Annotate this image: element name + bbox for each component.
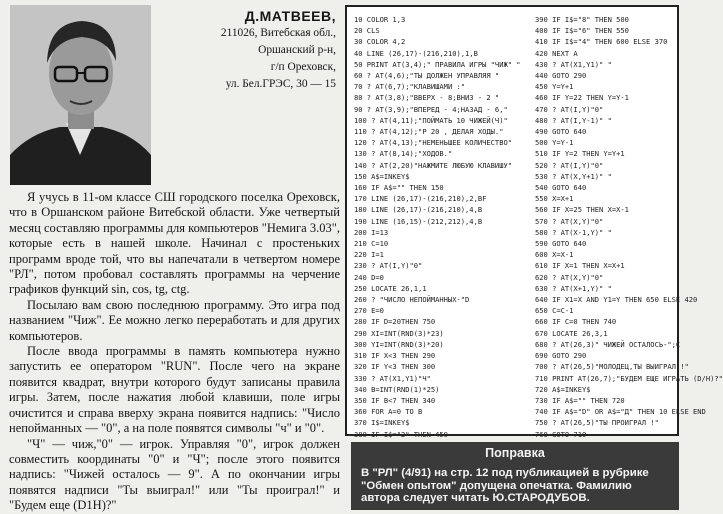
code-line: 220 I=1 — [354, 250, 384, 260]
author-info — [160, 8, 336, 93]
code-line: 430 ? AT(X1,Y1)" " — [535, 59, 612, 69]
code-line: 500 Y=Y-1 — [535, 138, 574, 148]
code-line: 370 I$=INKEY$ — [354, 418, 410, 428]
code-line: 260 ? "ЧИСЛО НЕПОЙМАННЫХ-"D — [354, 295, 470, 305]
code-line: 80 ? AT(3,8);"ВВЕРХ - 8;ВНИЗ - 2 " — [354, 93, 500, 103]
code-line: 670 LOCATE 26,3,1 — [535, 328, 608, 338]
code-line: 270 E=0 — [354, 306, 384, 316]
code-line: 710 PRINT AT(26,7);"БУДЕМ ЕЩЕ ИГРАТЬ (D/H)?" — [535, 373, 723, 383]
code-column-right — [535, 14, 723, 440]
code-line: 170 LINE (26,17)-(216,210),2,BF — [354, 194, 487, 204]
code-line: 380 IF I$="2" THEN 450 — [354, 429, 448, 439]
code-line: 50 PRINT AT(3,4);" ПРАВИЛА ИГРЫ "ЧИЖ" " — [354, 59, 521, 69]
code-line: 90 ? AT(3,9);"ВПЕРЕД - 4;НАЗАД - 6," — [354, 104, 508, 114]
author-address-line: 211026, Витебская обл., — [220, 27, 336, 39]
code-line: 700 ? AT(26,5)"МОЛОДЕЦ,ТЫ ВЫИГРАЛ !" — [535, 362, 689, 372]
author-address-line: Оршанский р-н, — [258, 44, 336, 56]
code-line: 660 IF C=0 THEN 740 — [535, 317, 617, 327]
correction-box — [351, 442, 679, 510]
code-line: 530 ? AT(X,Y+1)" " — [535, 171, 612, 181]
code-line: 240 D=0 — [354, 272, 384, 282]
code-line: 680 ? AT(26,3)" ЧИЖЕЙ ОСТАЛОСЬ-";C — [535, 339, 681, 349]
code-line: 120 ? AT(4,13);"НЕМЕНЬШЕЕ КОЛИЧЕСТВО" — [354, 138, 513, 148]
code-line: 610 IF X=1 THEN X=X+1 — [535, 261, 625, 271]
code-line: 70 ? AT(6,7);"КЛАВИШАМИ :" — [354, 82, 466, 92]
code-line: 440 GOTO 290 — [535, 71, 587, 81]
code-line: 200 I=13 — [354, 227, 389, 237]
code-line: 520 ? AT(I,Y)"0" — [535, 160, 604, 170]
code-line: 620 ? AT(X,Y)"0" — [535, 272, 604, 282]
code-line: 310 IF X<3 THEN 290 — [354, 351, 436, 361]
code-line: 100 ? AT(4,11);"ПОЙМАТЬ 10 ЧИЖЕЙ(Ч)" — [354, 115, 508, 125]
code-line: 330 ? AT(X1,Y1)"Ч" — [354, 373, 431, 383]
code-line: 450 Y=Y+1 — [535, 82, 574, 92]
program-listing — [345, 5, 723, 439]
author-address-line: ул. Бел.ГРЭС, 30 — 15 — [225, 78, 336, 90]
code-line: 10 COLOR 1,3 — [354, 15, 406, 24]
code-line: 590 GOTO 640 — [535, 239, 587, 249]
author-portrait-image — [10, 5, 151, 185]
code-line: 60 ? AT(4,6);"ТЫ ДОЛЖЕН УПРАВЛЯЯ " — [354, 71, 500, 81]
code-line: 720 A$=INKEY$ — [535, 384, 591, 394]
code-line: 630 ? AT(X+1,Y)" " — [535, 283, 612, 293]
code-line: 30 COLOR 4,2 — [354, 37, 406, 47]
code-line: 760 GOTO 710 — [535, 429, 587, 439]
code-line: 410 IF I$="4" THEN 600 ELSE 370 — [535, 37, 668, 47]
code-line: 510 IF Y=2 THEN Y=Y+1 — [535, 149, 625, 159]
code-line: 300 YI=INT(RND(3)*20) — [354, 339, 444, 349]
author-address-line: г/п Ореховск, — [270, 61, 336, 73]
code-line: 130 ? AT(8,14);"ХОДОВ." — [354, 149, 453, 159]
code-line: 730 IF A$="" THEN 720 — [535, 395, 625, 405]
code-line: 140 ? AT(2,20)"НАЖМИТЕ ЛЮБУЮ КЛАВИШУ" — [354, 160, 513, 170]
code-line: 320 IF Y<3 THEN 300 — [354, 362, 436, 372]
code-line: 150 A$=INKEY$ — [354, 171, 410, 181]
code-line: 40 LINE (26,17)-(216,210),1,B — [354, 48, 478, 58]
code-line: 340 B=INT(RND(1)*25) — [354, 384, 440, 394]
code-line: 480 ? AT(I,Y-1)" " — [535, 115, 612, 125]
code-line: 210 C=10 — [354, 239, 389, 249]
code-line: 580 ? AT(X-1,Y)" " — [535, 227, 612, 237]
code-line: 570 ? AT(X,Y)"0" — [535, 216, 604, 226]
correction-title: Поправка — [485, 446, 545, 460]
correction-text: В "РЛ" (4/91) на стр. 12 под публикацией в рубрике "Обмен опытом" допущена опечатка. Фамилию автора следует читать Ю.СТАРОДУБОВ. — [361, 467, 649, 504]
code-column-left — [354, 14, 521, 440]
code-line: 190 LINE (16,15)-(212,212),4,B — [354, 216, 483, 226]
code-line: 350 IF B<7 THEN 340 — [354, 395, 436, 405]
article-paragraph: Посылаю вам свою последнюю программу. Это игра под названием "Чиж". Ее можно легко переработать и для других компьютеров. — [9, 297, 340, 343]
code-line: 460 IF Y=22 THEN Y=Y-1 — [535, 93, 629, 103]
code-line: 360 FOR A=0 TO B — [354, 407, 423, 417]
article-paragraph: "Ч" — чиж,"0" — игрок. Управляя "0", игрок должен совместить координаты "0" и "Ч"; после этого появится надпись: "Чижей осталось — 9". А по окончании игры появятся надписи "Ты выиграл!" или "Ты проиграл!" и "Будем еще (D1H)?" — [9, 436, 340, 513]
article-body — [9, 190, 340, 514]
code-line: 160 IF A$="" THEN 150 — [354, 183, 444, 193]
code-line: 540 GOTO 640 — [535, 183, 587, 193]
code-line: 550 X=X+1 — [535, 194, 574, 204]
code-line: 390 IF I$="8" THEN 500 — [535, 15, 629, 24]
code-line: 250 LOCATE 26,1,1 — [354, 283, 427, 293]
author-photo — [10, 5, 151, 185]
code-line: 290 XI=INT(RND(3)*23) — [354, 328, 444, 338]
code-line: 740 IF A$="D" OR A$="Д" THEN 10 ELSE END — [535, 407, 706, 417]
code-line: 280 IF D=20THEN 750 — [354, 317, 436, 327]
code-line: 470 ? AT(I,Y)"0" — [535, 104, 604, 114]
code-line: 180 LINE (26,17)-(216,210),4,B — [354, 205, 483, 215]
article-paragraph: Я учусь в 11-ом классе СШ городского поселка Ореховск, что в Оршанском районе Витебской области. Уже четвертый месяц составляю программы для компьютеров "Немига 3.03", которые есть в нашей школе. Начинал с простеньких программ вроде той, что вы напечатали в четвертом номере "РЛ", потом пробовал составлять программы на черчение графиков функций sin, cos, tg, ctg. — [9, 190, 340, 297]
code-line: 560 IF X=25 THEN X=X-1 — [535, 205, 629, 215]
code-line: 20 CLS — [354, 26, 380, 36]
code-line: 400 IF I$="6" THEN 550 — [535, 26, 629, 36]
code-line: 600 X=X-1 — [535, 250, 574, 260]
article-paragraph: После ввода программы в память компьютера нужно запустить ее оператором "RUN". После чего на экране появится квадрат, внутри которого будут записаны правила игры. Затем, после нажатия любой клавиши, поле игры очистится и справа вверху экрана появится надпись: "Число непойманных — "0", а на поле появятся символы "ч" и "0". — [9, 344, 340, 436]
code-line: 640 IF X1=X AND Y1=Y THEN 650 ELSE 420 — [535, 295, 698, 305]
code-line: 690 GOTO 290 — [535, 351, 587, 361]
code-line: 110 ? AT(4,12);"Р 20 , ДЕЛАЯ ХОДЫ." — [354, 127, 504, 137]
code-line: 650 C=C-1 — [535, 306, 574, 316]
code-line: 230 ? AT(I,Y)"0" — [354, 261, 423, 271]
code-line: 490 GOTO 640 — [535, 127, 587, 137]
code-line: 750 ? AT(26,5)"ТЫ ПРОИГРАЛ !" — [535, 418, 659, 428]
author-name: Д.МАТВЕЕВ, — [244, 8, 336, 24]
code-line: 420 NEXT A — [535, 48, 578, 58]
